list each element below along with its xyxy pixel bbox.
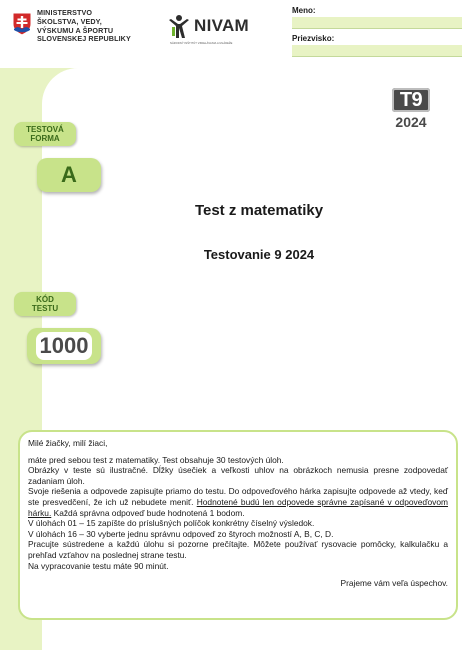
- nivam-logo-icon: [168, 14, 190, 40]
- ministry-name: [37, 9, 147, 44]
- test-code-value: 1000: [36, 332, 93, 360]
- surname-label: Priezvisko:: [292, 34, 335, 43]
- test-code-label: [14, 292, 76, 316]
- instructions-text: Každá správna odpoveď bude hodnotená 1 bodom.: [51, 507, 245, 518]
- instructions-sign-off: Prajeme vám veľa úspechov.: [340, 578, 448, 589]
- test-code-label-line: KÓD: [36, 295, 54, 304]
- t9-badge: T9: [392, 88, 430, 112]
- ministry-line: SLOVENSKEJ REPUBLIKY: [37, 34, 131, 44]
- nivam-name: NIVAM: [194, 16, 250, 35]
- instructions-underlined: Hodnotené budú len odpovede správne zapísané v odpoveďovom hárku.: [28, 496, 448, 518]
- test-form-value: A: [37, 158, 101, 192]
- instructions-paragraph: [28, 486, 448, 518]
- instructions-box: [18, 430, 458, 620]
- instructions-paragraph: V úlohách 16 – 30 vyberte jednu správnu odpoveď zo štyroch možností A, B, C, D.: [28, 528, 334, 539]
- page-title: Test z matematiky: [194, 202, 324, 219]
- ministry-line: ŠKOLSTVA, VEDY,: [37, 17, 102, 27]
- page-subtitle: Testovanie 9 2024: [203, 247, 315, 262]
- name-input[interactable]: [292, 17, 462, 29]
- instructions-text: Svoje riešenia a odpovede zapisujte priamo do testu. Do odpoveďového hárka zapisujte odpovede až vtedy, keď ste presvedčení, že ich už nebudete meniť.: [28, 486, 448, 507]
- instructions-paragraph: V úlohách 01 – 15 zapíšte do príslušných políčok konkrétny číselný výsledok.: [28, 518, 315, 529]
- header: [0, 0, 476, 68]
- badge-year: 2024: [395, 114, 427, 130]
- ministry-line: MINISTERSTVO: [37, 8, 93, 17]
- instructions-paragraph: Obrázky v teste sú ilustračné. Dĺžky úsečiek a veľkosti uhlov na obrázkoch nemusia presne zodpovedať zadaniam úloh.: [28, 465, 448, 486]
- instructions-paragraph: máte pred sebou test z matematiky. Test obsahuje 30 testových úloh.: [28, 454, 284, 465]
- ministry-line: VÝSKUMU A ŠPORTU: [37, 25, 114, 35]
- test-code-label-line: TESTU: [31, 304, 59, 313]
- nivam-subtitle: NÁRODNÝ INŠTITÚT VZDELÁVANIA A MLÁDEŽE: [170, 42, 233, 45]
- name-label: Meno:: [292, 6, 316, 15]
- test-code-box: [27, 328, 101, 364]
- surname-input[interactable]: [292, 45, 462, 57]
- test-form-label-line: TESTOVÁ: [26, 125, 64, 134]
- test-form-label-line: FORMA: [30, 134, 60, 143]
- instructions-paragraph: Pracujte sústredene a každú úlohu si pozorne prečítajte. Môžete používať rysovacie pomôcky, kalkulačku a prehľad vzťahov na poslednej strane testu.: [28, 539, 448, 560]
- test-form-label: [14, 122, 76, 146]
- instructions-paragraph: Na vypracovanie testu máte 90 minút.: [28, 560, 169, 571]
- coat-of-arms-icon: [12, 12, 32, 36]
- instructions-greeting: Milé žiačky, milí žiaci,: [28, 438, 108, 448]
